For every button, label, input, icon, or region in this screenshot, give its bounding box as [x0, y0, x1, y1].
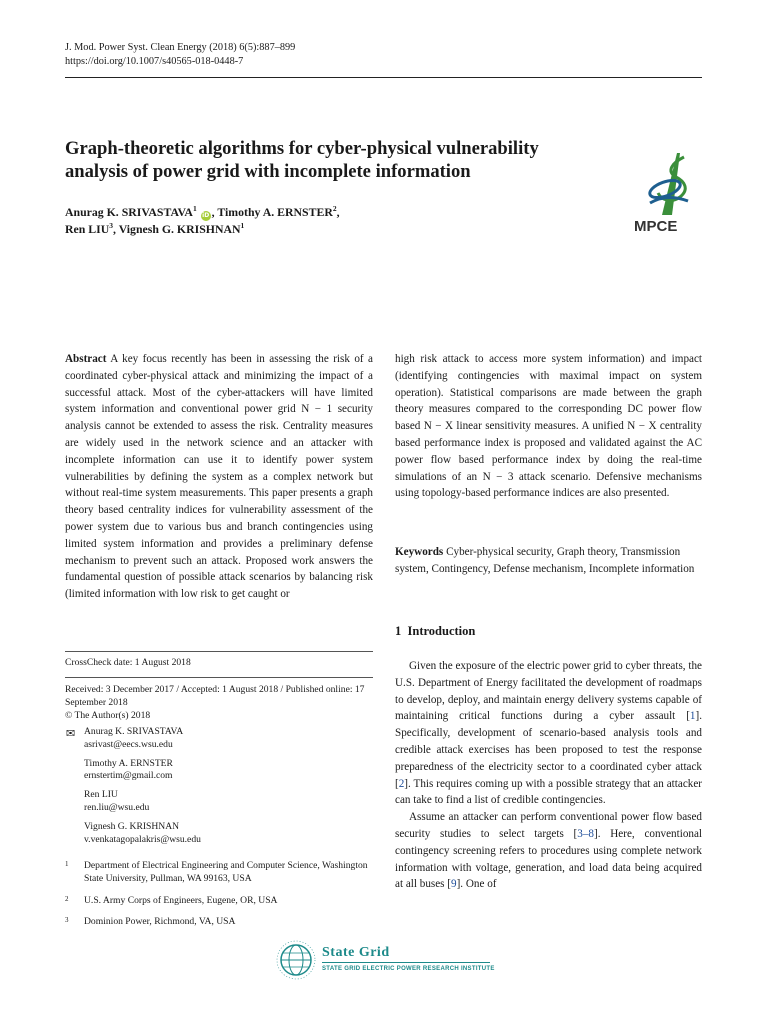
author-list: Anurag K. SRIVASTAVA$^1$ iD , Timothy A. ERNSTER$^2$, Ren LIU$^3$, Vignesh G. KRISHNAN$^1$	[65, 204, 340, 236]
author-affil-sup: 1	[240, 221, 245, 230]
abstract-text-right: high risk attack to access more system information) and impact (identifying contingencies with maximal impact on system operation). Statistical comparisons are made between the graph theory measures compared to the corresponding DC power flow based N − X linear sensitivity measures. A unified N − X centrality based performance index is proposed and validated against the AC power flow based performance index by doing the real-time simulations of an N − 3 attack scenario. Defensive mechanisms using topology-based performance indices are also presented.	[395, 353, 702, 500]
contact-entry	[65, 789, 373, 815]
state-grid-divider	[322, 962, 490, 963]
author-affil-sup: 3	[109, 221, 113, 230]
affiliation-text: U.S. Army Corps of Engineers, Eugene, OR, USA	[84, 894, 278, 906]
doi-link[interactable]: https://doi.org/10.1007/s40565-018-0448-7	[65, 56, 244, 67]
section-title: Introduction	[407, 624, 476, 638]
abstract-left-column	[65, 351, 373, 603]
author-name: Ren LIU	[65, 222, 110, 236]
abstract-text-left: A key focus recently has been in assessing the risk of a coordinated cyber-physical attack and minimizing the impact of a successful attack. Most of the cyber-attackers will have limited system information and conventional power grid N − 1 security analysis cannot be extended to assess the risk. Centrality measures are widely used in the network science and an attacker with incomplete information can use it to identify power system vulnerabilities by defining the system as a complex network but without real-time system measurements. This paper presents a graph theory based centrality indices for vulnerability assessment of the power system due to various bus and branch contingencies using limited system information and provides a preliminary defense mechanism to prevent such an attack. Proposed work answers the fundamental question of possible attack scenarios by balancing risk (limited information with low risk to get caught or	[65, 353, 374, 601]
title-line-2: analysis of power grid with incomplete information	[65, 161, 471, 182]
orcid-icon[interactable]: iD	[202, 212, 210, 219]
contact-entry	[65, 758, 373, 784]
intro-text: ]. This requires coming up with a possible strategy that an attacker can take to find a list of credible contingencies.	[395, 777, 702, 807]
contact-email[interactable]: v.venkatagopalakris@wsu.edu	[84, 833, 201, 845]
author-affil-sup: 2	[332, 204, 337, 213]
mpce-logo-icon	[632, 145, 702, 235]
citation-link[interactable]: 1	[689, 710, 696, 723]
affiliation-text: Department of Electrical Engineering and Computer Science, Washington State University, Pullman, WA 99163, USA	[84, 860, 368, 884]
affiliation-entry	[65, 860, 373, 886]
journal-header	[65, 41, 295, 69]
author-name: Anurag K. SRIVASTAVA	[65, 205, 193, 219]
contact-name: Ren LIU	[84, 789, 118, 801]
intro-text: Assume an attacker can perform conventional power flow based security studies to select targets [	[395, 811, 702, 840]
author-name: Vignesh G. KRISHNAN	[118, 222, 241, 236]
contact-name: Vignesh G. KRISHNAN	[84, 820, 180, 832]
affiliation-number: 3	[65, 916, 69, 925]
copyright: © The Author(s) 2018	[65, 709, 151, 721]
citation-link[interactable]: 3–8	[577, 827, 594, 840]
mpce-logo-text: MPCE	[634, 218, 678, 235]
affiliation-text: Dominion Power, Richmond, VA, USA	[84, 916, 236, 928]
intro-text: ]. Specifically, development of scenario-based analysis tools and credible attack exercises has been proposed to test the response preparedness of the electricity sector to a coordinated cyber attack [	[395, 710, 702, 790]
footnote-divider	[65, 651, 373, 652]
intro-text: ]. Here, conventional contingency screening refers to procedures using complete network information with voltage, generation, and load data being acquired at all buses [	[395, 827, 702, 891]
affiliation-entry	[65, 916, 373, 929]
keywords-text: Cyber-physical security, Graph theory, Transmission system, Contingency, Defense mechanism, Incomplete information	[395, 546, 695, 575]
affiliation-number: 2	[65, 894, 69, 903]
citation-link[interactable]: 2	[398, 777, 405, 790]
contact-name: Timothy A. ERNSTER	[84, 757, 173, 769]
affiliation-number: 1	[65, 860, 69, 868]
contact-list	[65, 726, 373, 852]
intro-paragraph	[395, 809, 702, 893]
citation-link[interactable]: 9	[451, 878, 457, 891]
paper-title	[65, 137, 625, 183]
author-affil-sup: 1	[192, 204, 197, 213]
header-divider	[65, 77, 702, 78]
footnote-divider	[65, 677, 373, 678]
state-grid-subtitle: STATE GRID ELECTRIC POWER RESEARCH INSTITUTE	[322, 966, 495, 972]
section-heading	[395, 624, 475, 639]
contact-email[interactable]: asrivast@eecs.wsu.edu	[84, 738, 173, 750]
contact-entry	[65, 726, 373, 752]
abstract-right-column	[395, 351, 702, 502]
received-dates: Received: 3 December 2017 / Accepted: 1 August 2018 / Published online: 17 September 2018	[65, 684, 365, 708]
contact-email[interactable]: ernstertim@gmail.com	[84, 770, 173, 782]
author-name: Timothy A. ERNSTER	[217, 205, 333, 219]
introduction-text	[395, 658, 702, 893]
journal-citation: J. Mod. Power Syst. Clean Energy (2018) 6(5):887–899	[65, 42, 296, 53]
title-line-1: Graph-theoretic algorithms for cyber-physical vulnerability	[65, 138, 539, 159]
affiliation-entry	[65, 895, 373, 908]
contact-email[interactable]: ren.liu@wsu.edu	[84, 801, 150, 813]
intro-paragraph	[395, 658, 702, 809]
keywords-label: Keywords	[395, 546, 444, 558]
section-number: 1	[395, 624, 402, 638]
keywords-block	[395, 544, 702, 578]
contact-name: Anurag K. SRIVASTAVA	[84, 726, 184, 737]
contact-entry	[65, 821, 373, 847]
intro-text: Given the exposure of the electric power grid to cyber threats, the U.S. Department of Energy facilitated the development of roadmaps to develop, deploy, and maintain energy delivery systems capable of maintaining critical functions during a cyber assault [	[395, 660, 702, 723]
state-grid-brand: State Grid	[322, 945, 390, 960]
abstract-label: Abstract	[65, 353, 107, 365]
crosscheck-date: CrossCheck date: 1 August 2018	[65, 657, 191, 668]
state-grid-globe-icon	[276, 940, 316, 980]
intro-text: ]. One of	[456, 878, 497, 891]
envelope-icon: ✉	[66, 727, 76, 740]
affiliation-list	[65, 860, 373, 938]
received-info	[65, 684, 373, 722]
